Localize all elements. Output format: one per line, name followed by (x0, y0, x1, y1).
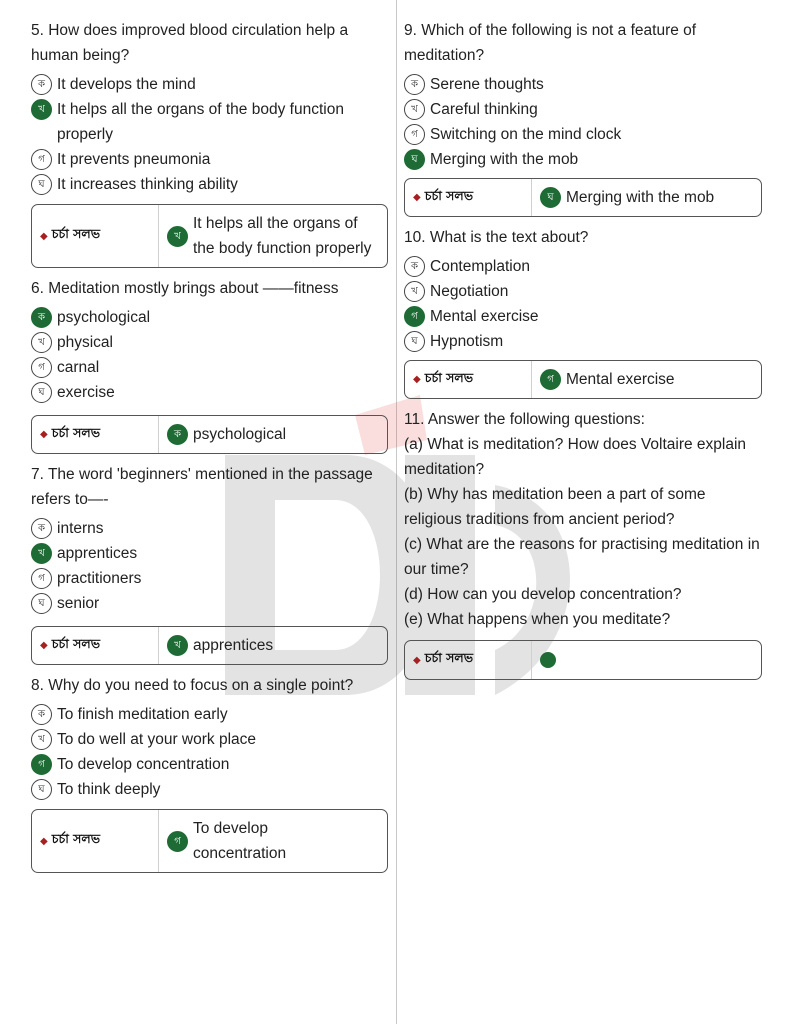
option-marker-icon: ঘ (31, 174, 52, 195)
sub-question-e: (e) What happens when you meditate? (404, 611, 671, 628)
option-marker-icon: খ (404, 99, 425, 120)
option-text: It prevents pneumonia (57, 151, 211, 168)
answer-text: psychological (193, 426, 287, 443)
brand-mark-icon: ◆ (40, 429, 48, 440)
question-text: 9. Which of the following is not a feature of meditation? (404, 22, 697, 64)
option-text: Serene thoughts (430, 76, 544, 93)
question-10 (404, 225, 762, 399)
brand-mark-icon: ◆ (40, 640, 48, 651)
option-kha[interactable] (404, 279, 762, 304)
option-gha[interactable] (31, 777, 388, 802)
sub-question-b: (b) Why has meditation been a part of some religious traditions from ancient period? (404, 486, 706, 528)
option-ka[interactable] (31, 72, 388, 97)
option-marker-icon: ঘ (31, 593, 52, 614)
option-marker-icon: ক (404, 256, 425, 277)
solution-box (404, 178, 762, 217)
answer-text: To develop concentration (193, 820, 287, 862)
option-ka[interactable] (31, 702, 388, 727)
option-gha[interactable] (31, 172, 388, 197)
answer-text: It helps all the organs of the body function properly (193, 215, 372, 257)
solution-label-text: চর্চা সলভ (424, 187, 474, 203)
solution-label (405, 361, 532, 398)
option-text: To develop concentration (57, 756, 230, 773)
selected-marker-icon: ক (31, 307, 52, 328)
option-ga[interactable] (31, 147, 388, 172)
selected-marker-icon: খ (31, 543, 52, 564)
solution-answer (532, 641, 566, 679)
option-text: practitioners (57, 570, 142, 587)
question-7 (31, 462, 388, 665)
question-11 (404, 407, 762, 680)
answer-marker-icon: ঘ (540, 187, 561, 208)
answer-dot-icon (540, 652, 556, 668)
question-9 (404, 18, 762, 217)
option-ga[interactable] (31, 355, 388, 380)
question-text: 6. Meditation mostly brings about ——fitness (31, 280, 339, 297)
solution-box (31, 626, 388, 665)
option-text: It helps all the organs of the body function properly (57, 101, 344, 143)
option-ga[interactable] (31, 566, 388, 591)
sub-question-c: (c) What are the reasons for practising meditation in our time? (404, 536, 760, 578)
option-marker-icon: ক (404, 74, 425, 95)
option-ka[interactable] (404, 72, 762, 97)
solution-label-text: চর্চা সলভ (51, 635, 101, 651)
solution-label-text: চর্চা সলভ (424, 650, 474, 665)
solution-answer (159, 416, 296, 453)
option-text: It increases thinking ability (57, 176, 238, 193)
sub-question-d: (d) How can you develop concentration? (404, 586, 682, 603)
answer-text: apprentices (193, 637, 274, 654)
solution-box (404, 640, 762, 680)
option-marker-icon: ঘ (31, 779, 52, 800)
answer-marker-icon: খ (167, 226, 188, 247)
question-5 (31, 18, 388, 268)
brand-mark-icon: ◆ (413, 192, 421, 203)
solution-label-text: চর্চা সলভ (424, 369, 474, 385)
option-marker-icon: ক (31, 74, 52, 95)
selected-marker-icon: গ (31, 754, 52, 775)
option-ga[interactable] (31, 752, 388, 777)
solution-answer (159, 627, 283, 664)
option-gha[interactable] (31, 591, 388, 616)
option-text: Switching on the mind clock (430, 126, 622, 143)
sub-question-a: (a) What is meditation? How does Voltaire explain meditation? (404, 436, 747, 478)
question-6 (31, 276, 388, 454)
option-marker-icon: খ (31, 729, 52, 750)
brand-mark-icon: ◆ (40, 835, 48, 847)
option-text: Negotiation (430, 283, 509, 300)
question-text: 8. Why do you need to focus on a single point? (31, 677, 354, 694)
option-kha[interactable] (31, 541, 388, 566)
solution-answer (532, 179, 724, 216)
option-text: To think deeply (57, 781, 161, 798)
solution-label-text: চর্চা সলভ (51, 226, 101, 241)
question-8 (31, 673, 388, 873)
option-text: apprentices (57, 545, 138, 562)
solution-answer (532, 361, 685, 398)
selected-marker-icon: ঘ (404, 149, 425, 170)
option-text: To finish meditation early (57, 706, 228, 723)
brand-mark-icon: ◆ (413, 654, 421, 666)
option-ka[interactable] (31, 305, 388, 330)
solution-box (31, 809, 388, 873)
option-text: Mental exercise (430, 308, 539, 325)
solution-label-text: চর্চা সলভ (51, 424, 101, 440)
option-text: senior (57, 595, 100, 612)
solution-label (32, 416, 159, 453)
solution-label-text: চর্চা সলভ (51, 831, 101, 846)
solution-label (405, 179, 532, 216)
solution-answer (159, 205, 387, 267)
question-text: 11. Answer the following questions: (404, 411, 645, 428)
solution-box (404, 360, 762, 399)
solution-label (32, 810, 159, 872)
option-text: To do well at your work place (57, 731, 257, 748)
solution-label (405, 641, 532, 679)
option-text: physical (57, 334, 113, 351)
option-ka[interactable] (31, 516, 388, 541)
option-text: Contemplation (430, 258, 530, 275)
answer-marker-icon: খ (167, 635, 188, 656)
option-kha[interactable] (31, 97, 388, 147)
option-text: It develops the mind (57, 76, 196, 93)
solution-box (31, 415, 388, 454)
option-marker-icon: ঘ (404, 331, 425, 352)
option-marker-icon: গ (404, 124, 425, 145)
option-marker-icon: ঘ (31, 382, 52, 403)
option-text: Careful thinking (430, 101, 538, 118)
option-text: exercise (57, 384, 115, 401)
option-ga[interactable] (404, 304, 762, 329)
option-marker-icon: ক (31, 518, 52, 539)
solution-box (31, 204, 388, 268)
answer-marker-icon: ক (167, 424, 188, 445)
selected-marker-icon: গ (404, 306, 425, 327)
option-marker-icon: গ (31, 149, 52, 170)
option-text: interns (57, 520, 104, 537)
question-text: 10. What is the text about? (404, 229, 589, 246)
answer-text: Mental exercise (566, 371, 675, 388)
left-column (31, 18, 388, 881)
selected-marker-icon: খ (31, 99, 52, 120)
option-gha[interactable] (31, 380, 388, 405)
brand-mark-icon: ◆ (413, 374, 421, 385)
option-text: carnal (57, 359, 100, 376)
option-text: psychological (57, 309, 151, 326)
option-marker-icon: খ (31, 332, 52, 353)
option-marker-icon: ক (31, 704, 52, 725)
option-text: Hypnotism (430, 333, 504, 350)
option-marker-icon: খ (404, 281, 425, 302)
option-gha[interactable] (404, 147, 762, 172)
question-text: 5. How does improved blood circulation help a human being? (31, 22, 349, 64)
option-text: Merging with the mob (430, 151, 579, 168)
right-column (404, 18, 762, 688)
answer-marker-icon: গ (167, 831, 188, 852)
brand-mark-icon: ◆ (40, 230, 48, 242)
column-divider (396, 0, 397, 1024)
option-kha[interactable] (404, 97, 762, 122)
question-text: 7. The word 'beginners' mentioned in the passage refers to—- (31, 466, 373, 508)
option-marker-icon: গ (31, 357, 52, 378)
option-kha[interactable] (31, 727, 388, 752)
solution-label (32, 205, 159, 267)
option-ka[interactable] (404, 254, 762, 279)
option-kha[interactable] (31, 330, 388, 355)
solution-answer (159, 810, 303, 872)
solution-label (32, 627, 159, 664)
option-gha[interactable] (404, 329, 762, 354)
answer-text: Merging with the mob (566, 189, 715, 206)
answer-marker-icon: গ (540, 369, 561, 390)
option-marker-icon: গ (31, 568, 52, 589)
option-ga[interactable] (404, 122, 762, 147)
